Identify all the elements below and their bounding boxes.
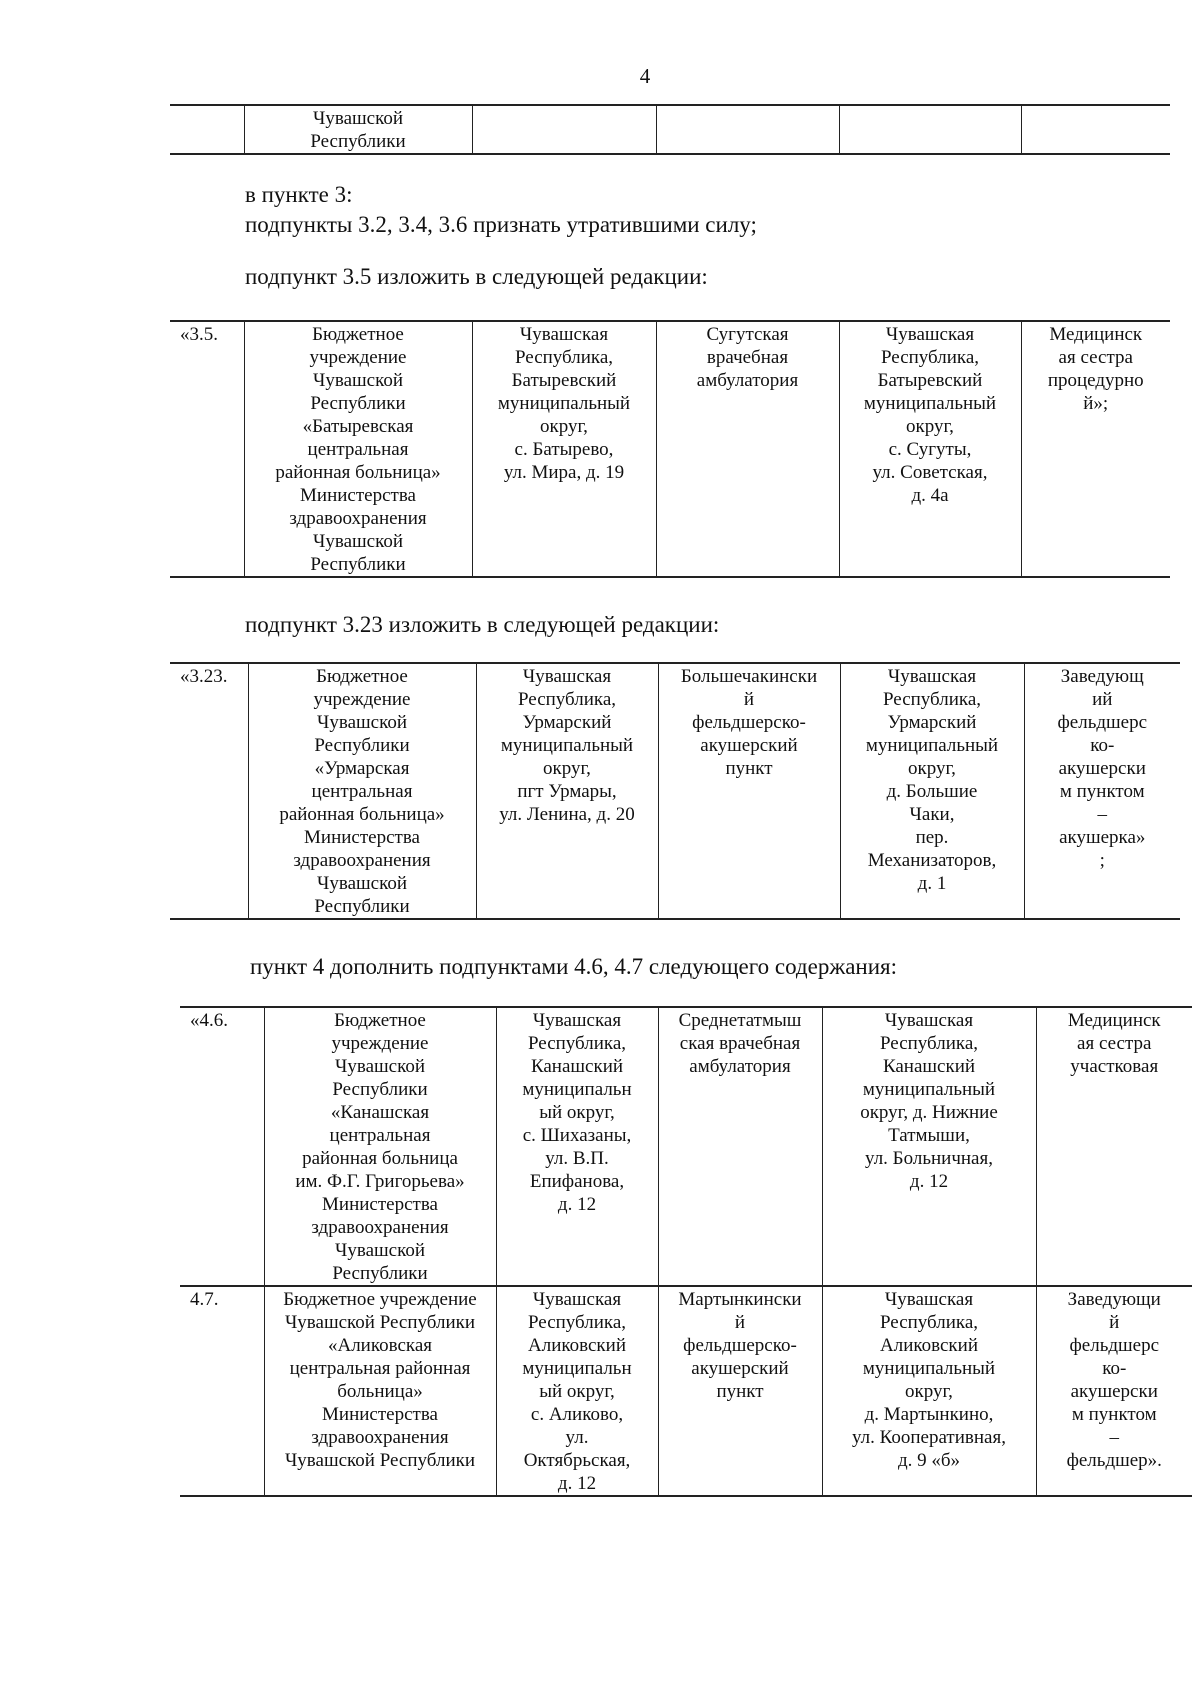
table-cell-number: 4.7. — [180, 1286, 264, 1496]
table-cell-unit-address: Чувашская Республика, Батыревский муниципальный округ, с. Сугуты, ул. Советская, д. 4а — [839, 321, 1021, 577]
table-cell-unit-address: Чувашская Республика, Урмарский муниципальный округ, д. Большие Чаки, пер. Механизаторов, д. 1 — [840, 663, 1024, 919]
table-cell-unit: Сугутская врачебная амбулатория — [656, 321, 839, 577]
table-row — [180, 1286, 1192, 1496]
table-cell-unit: Мартынкински й фельдшерско- акушерский пункт — [658, 1286, 822, 1496]
table-cell-institution: Бюджетное учреждение Чувашской Республики «Батыревская центральная районная больница» Министерства здравоохранения Чувашской Республики — [244, 321, 472, 577]
table-subitem-3-5 — [170, 320, 1170, 578]
table-cell-number: «4.6. — [180, 1007, 264, 1286]
paragraph-item-4-intro: пункт 4 дополнить подпунктами 4.6, 4.7 следующего содержания: — [250, 954, 898, 979]
paragraph-3-5-intro: подпункт 3.5 изложить в следующей редакции: — [245, 264, 708, 289]
table-cell-position: Заведующи й фельдшерс ко- акушерски м пунктом – фельдшер». — [1036, 1286, 1192, 1496]
table-cell — [170, 105, 244, 154]
page-number: 4 — [639, 64, 651, 88]
table-cell-position: Медицинск ая сестра процедурно й»; — [1021, 321, 1170, 577]
table-cell — [1021, 105, 1170, 154]
paragraph-repeal: подпункты 3.2, 3.4, 3.6 признать утратившими силу; — [245, 212, 757, 237]
table-cell-institution: Бюджетное учреждение Чувашской Республики «Урмарская центральная районная больница» Министерства здравоохранения Чувашской Республики — [248, 663, 476, 919]
table-cell — [656, 105, 839, 154]
table-cell-unit-address: Чувашская Республика, Канашский муниципальный округ, д. Нижние Татмыши, ул. Больничная, д. 12 — [822, 1007, 1036, 1286]
table-subitems-4-6-4-7 — [180, 1006, 1192, 1497]
table-row — [170, 321, 1170, 577]
table-cell-address: Чувашская Республика, Батыревский муниципальный округ, с. Батырево, ул. Мира, д. 19 — [472, 321, 656, 577]
table-cell-number: «3.23. — [170, 663, 248, 919]
table-cell-number: «3.5. — [170, 321, 244, 577]
table-cell-position: Заведующ ий фельдшерс ко- акушерски м пунктом – акушерка» ; — [1024, 663, 1180, 919]
table-row — [170, 663, 1180, 919]
table-cell-address: Чувашская Республика, Аликовский муниципальн ый округ, с. Аликово, ул. Октябрьская, д. 12 — [496, 1286, 658, 1496]
paragraph-item-3: в пункте 3: — [245, 182, 353, 207]
table-cell-address: Чувашская Республика, Урмарский муниципальный округ, пгт Урмары, ул. Ленина, д. 20 — [476, 663, 658, 919]
table-cell — [472, 105, 656, 154]
table-cell-institution: Бюджетное учреждение Чувашской Республики «Канашская центральная районная больница им. Ф.Г. Григорьева» Министерства здравоохранения Чувашской Республики — [264, 1007, 496, 1286]
paragraph-3-23-intro: подпункт 3.23 изложить в следующей редакции: — [245, 612, 720, 637]
table-cell-institution: Бюджетное учреждение Чувашской Республики «Аликовская центральная районная больница» Министерства здравоохранения Чувашской Республики — [264, 1286, 496, 1496]
top-table-fragment — [170, 104, 1170, 155]
table-cell-position: Медицинск ая сестра участковая — [1036, 1007, 1192, 1286]
table-cell-unit-address: Чувашская Республика, Аликовский муниципальный округ, д. Мартынкино, ул. Кооперативная, д. 9 «б» — [822, 1286, 1036, 1496]
table-subitem-3-23 — [170, 662, 1180, 920]
table-row — [180, 1007, 1192, 1286]
table-cell: Чувашской Республики — [244, 105, 472, 154]
table-cell — [839, 105, 1021, 154]
table-cell-unit: Большечакински й фельдшерско- акушерский пункт — [658, 663, 840, 919]
table-cell-unit: Среднетатмыш ская врачебная амбулатория — [658, 1007, 822, 1286]
table-cell-address: Чувашская Республика, Канашский муниципальн ый округ, с. Шихазаны, ул. В.П. Епифанова, д. 12 — [496, 1007, 658, 1286]
table-row — [170, 105, 1170, 154]
